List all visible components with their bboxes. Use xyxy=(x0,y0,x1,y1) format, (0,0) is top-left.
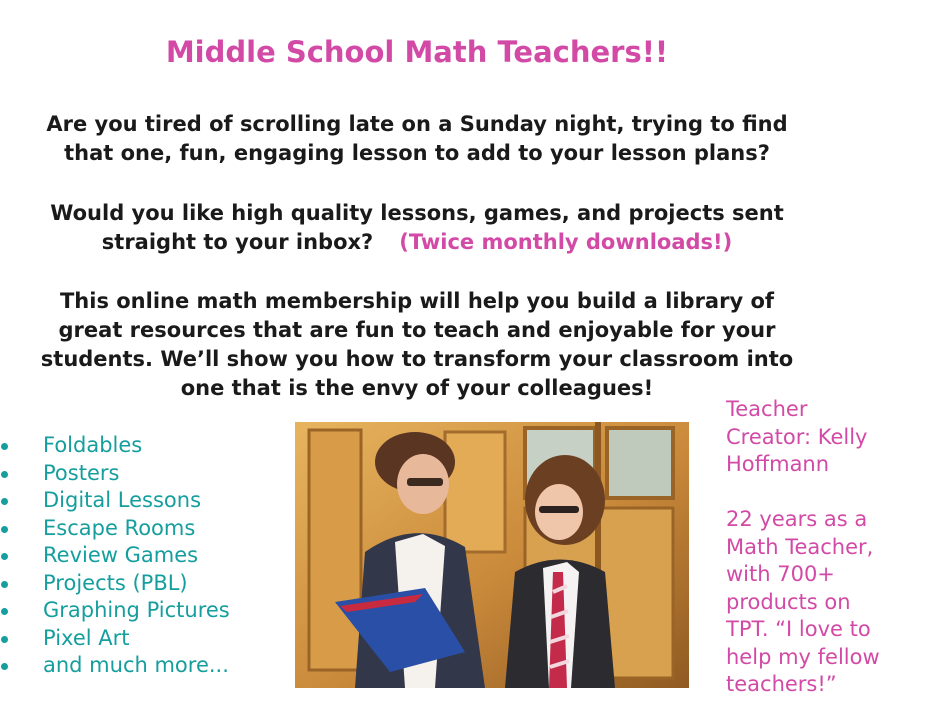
feature-label: Digital Lessons xyxy=(43,488,202,512)
bio-line: with 700+ xyxy=(726,562,835,586)
intro-line-2: that one, fun, engaging lesson to add to your lesson plans? xyxy=(64,141,770,165)
bio-line: help my fellow xyxy=(726,644,880,669)
bullet-icon xyxy=(1,553,8,560)
offer-line-1: Would you like high quality lessons, games, and projects sent xyxy=(50,201,784,225)
feature-label: Posters xyxy=(43,460,120,485)
membership-line-4: one that is the envy of your colleagues! xyxy=(180,376,654,400)
feature-label: Projects (PBL) xyxy=(43,570,188,595)
feature-label: Pixel Art xyxy=(43,625,130,650)
bullet-icon xyxy=(1,498,8,505)
teacher-student-photo xyxy=(295,422,689,688)
bio-line: Math Teacher, xyxy=(726,534,874,559)
bullet-icon xyxy=(1,608,8,615)
creator-line: Teacher xyxy=(726,397,808,421)
page-title: Middle School Math Teachers!! xyxy=(165,35,669,69)
bio-line: products on xyxy=(726,589,851,614)
membership-line-1: This online math membership will help you build a library of xyxy=(59,289,775,313)
sidebar-spacer xyxy=(726,479,926,507)
offer-paragraph xyxy=(0,199,834,257)
feature-label: Foldables xyxy=(43,433,143,457)
bullet-icon xyxy=(1,526,8,533)
membership-line-2: great resources that are fun to teach and enjoyable for your xyxy=(58,318,776,342)
bullet-icon xyxy=(1,471,8,478)
bullet-icon xyxy=(1,636,8,643)
creator-line: Hoffmann xyxy=(726,452,830,476)
bullet-icon xyxy=(1,663,8,670)
feature-label: and much more... xyxy=(43,653,229,677)
intro-paragraph xyxy=(0,110,834,168)
photo-illustration xyxy=(295,422,689,688)
creator-line: Creator: Kelly xyxy=(726,424,868,449)
feature-label: Graphing Pictures xyxy=(43,598,230,622)
bio-line: 22 years as a xyxy=(726,507,868,531)
offer-line-2 xyxy=(0,228,834,257)
feature-label: Escape Rooms xyxy=(43,515,196,540)
bullet-icon xyxy=(1,581,8,588)
offer-line-2-text: straight to your inbox? xyxy=(101,230,374,254)
membership-line-3: students. We’ll show you how to transform your classroom into xyxy=(40,347,794,371)
intro-line-1: Are you tired of scrolling late on a Sunday night, trying to find xyxy=(46,112,788,136)
offer-highlight: (Twice monthly downloads!) xyxy=(399,230,733,254)
membership-paragraph xyxy=(0,287,834,403)
bullet-icon xyxy=(1,443,8,450)
creator-sidebar xyxy=(726,396,926,699)
bio-line: teachers!” xyxy=(726,672,837,696)
bio-line: TPT. “I love to xyxy=(726,617,871,641)
feature-label: Review Games xyxy=(43,543,199,567)
